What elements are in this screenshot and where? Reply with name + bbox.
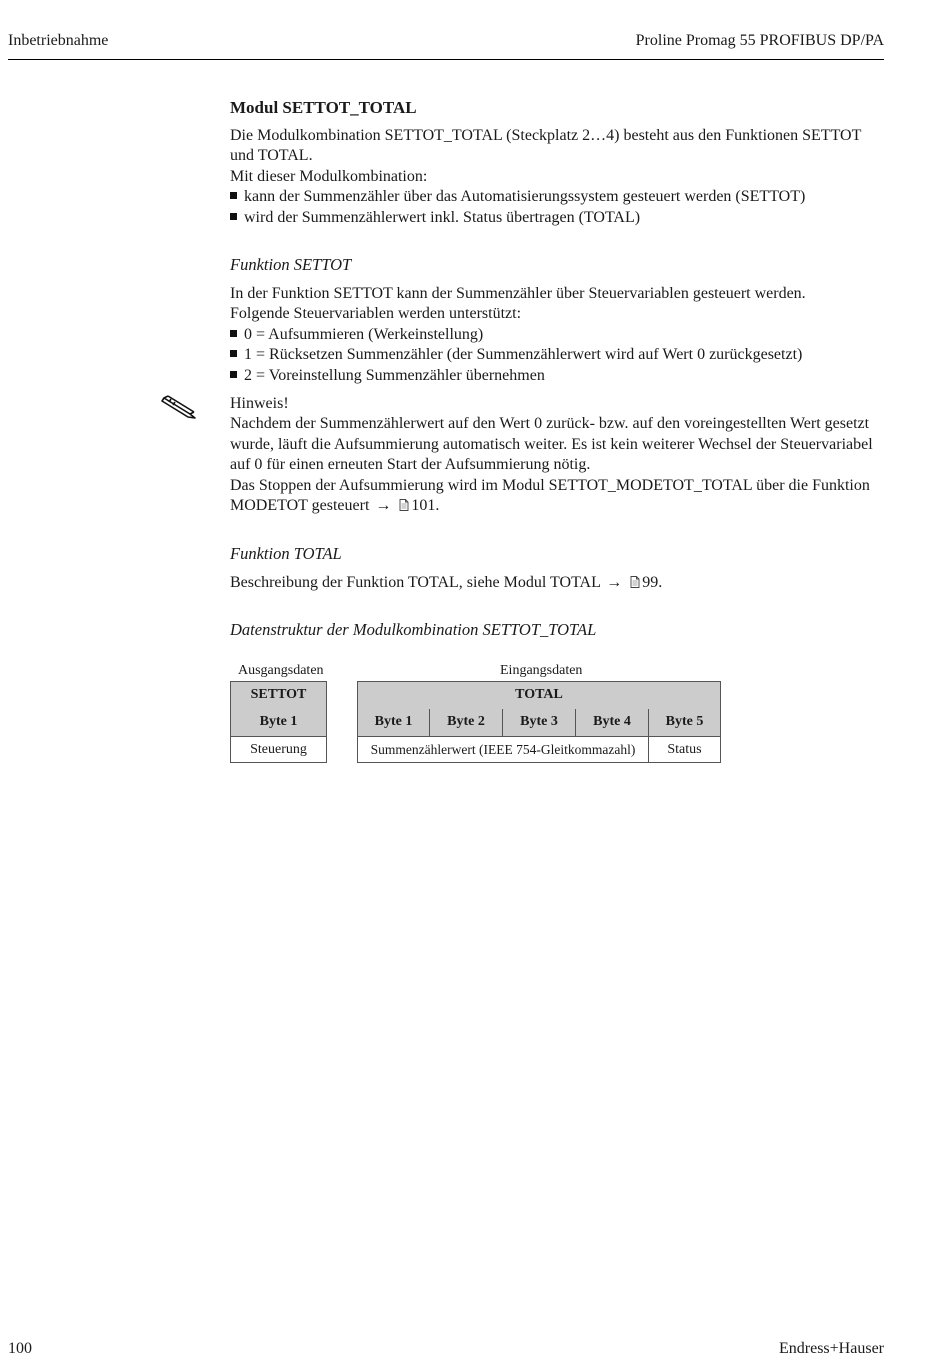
note-text: Nachdem der Summenzählerwert auf den Wert 0 zurück- bzw. auf den voreingestellten Wert gesetzt wurde, läuft die Aufsummierung automatisch weiter. Es ist kein weiterer Wechsel der Steuervariabel auf 0 für einen erneuten Start der Aufsummierung nötig. — [230, 415, 873, 474]
bullet-square-icon — [230, 192, 237, 199]
input-byte-label: Byte 5 — [649, 709, 720, 736]
list-item — [230, 345, 886, 365]
input-status-content: Status — [649, 736, 720, 763]
input-byte-label: Byte 3 — [503, 709, 576, 736]
module-title: Modul SETTOT_TOTAL — [230, 98, 417, 117]
header-divider — [8, 59, 884, 60]
bullet-square-icon — [230, 350, 237, 357]
total-section-title: Funktion TOTAL — [230, 543, 342, 563]
output-data-label: Ausgangsdaten — [238, 662, 324, 678]
output-content: Steuerung — [231, 736, 326, 763]
list-item — [230, 208, 886, 228]
bullet-square-icon — [230, 371, 237, 378]
page-number: 100 — [8, 1340, 32, 1357]
output-byte-label: Byte 1 — [231, 709, 326, 736]
input-value-content: Summenzählerwert (IEEE 754-Gleitkommazahl) — [358, 736, 649, 763]
input-byte-label: Byte 1 — [358, 709, 430, 736]
page-reference-icon — [399, 499, 409, 511]
bullet-square-icon — [230, 330, 237, 337]
datastructure-title: Datenstruktur der Modulkombination SETTOT_TOTAL — [230, 619, 597, 639]
list-item-text: 2 = Voreinstellung Summenzähler übernehmen — [244, 366, 545, 384]
list-item-text: 0 = Aufsummieren (Werkeinstellung) — [244, 325, 484, 343]
list-item — [230, 366, 886, 386]
module-intro-lead: Mit dieser Modulkombination: — [230, 167, 428, 185]
pencil-icon — [160, 394, 200, 420]
input-byte-label: Byte 2 — [430, 709, 503, 736]
arrow-right-icon: → — [375, 497, 392, 515]
settot-section-title: Funktion SETTOT — [230, 255, 352, 275]
output-block — [230, 681, 327, 763]
arrow-right-icon: → — [606, 573, 623, 591]
total-text-prefix: Beschreibung der Funktion TOTAL, siehe Modul TOTAL — [230, 573, 601, 591]
note-text-reference — [230, 476, 886, 517]
input-block — [357, 681, 721, 763]
list-item-text: kann der Summenzähler über das Automatisierungssystem gesteuert werden (SETTOT) — [244, 188, 806, 206]
list-item-text: wird der Summenzählerwert inkl. Status übertragen (TOTAL) — [244, 208, 641, 226]
input-data-label: Eingangsdaten — [500, 662, 583, 678]
total-text — [230, 573, 886, 593]
page-reference-link[interactable]: 101. — [411, 497, 440, 515]
list-item — [230, 187, 886, 207]
output-module-name: SETTOT — [231, 682, 326, 709]
settot-lead: Folgende Steuervariablen werden unterstützt: — [230, 305, 522, 323]
main-content — [230, 96, 886, 791]
input-module-name: TOTAL — [358, 682, 720, 709]
footer-brand: Endress+Hauser — [779, 1340, 884, 1357]
running-header-product: Proline Promag 55 PROFIBUS DP/PA — [635, 32, 884, 49]
page-reference-link[interactable]: 99. — [642, 573, 663, 591]
module-intro-text: Die Modulkombination SETTOT_TOTAL (Steckplatz 2…4) besteht aus den Funktionen SETTOT und TOTAL. — [230, 127, 862, 165]
data-structure-diagram — [230, 661, 886, 791]
list-item — [230, 325, 886, 345]
settot-text: In der Funktion SETTOT kann der Summenzähler über Steuervariablen gesteuert werden. — [230, 285, 806, 303]
page-reference-icon — [630, 576, 640, 588]
input-byte-label: Byte 4 — [576, 709, 649, 736]
running-header-section: Inbetriebnahme — [8, 32, 109, 49]
bullet-square-icon — [230, 213, 237, 220]
note-text-prefix: Das Stoppen der Aufsummierung wird im Modul SETTOT_MODETOT_TOTAL über die Funktion MODETOT gesteuert — [230, 476, 870, 515]
note-title: Hinweis! — [230, 395, 289, 413]
note-block — [230, 394, 886, 516]
list-item-text: 1 = Rücksetzen Summenzähler (der Summenzählerwert wird auf Wert 0 zurückgesetzt) — [244, 346, 803, 364]
